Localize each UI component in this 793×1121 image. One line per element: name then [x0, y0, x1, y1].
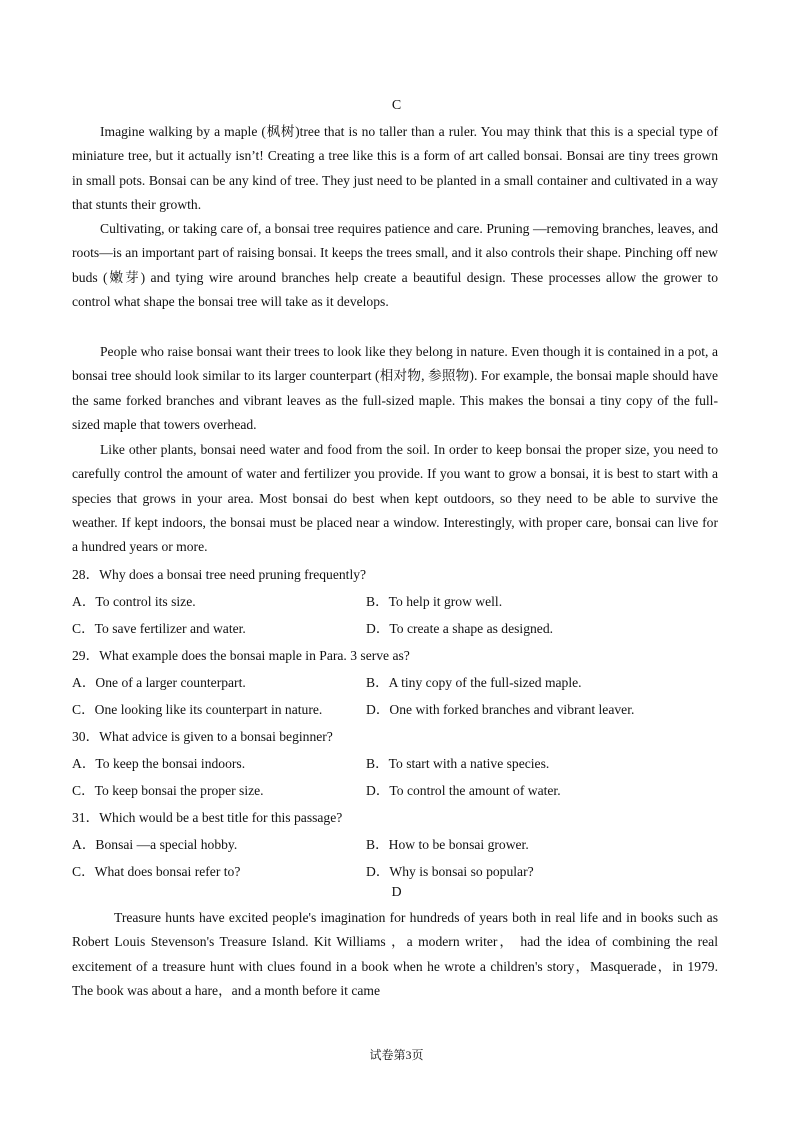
question-28-option-b: B．To help it grow well.: [366, 594, 503, 609]
question-28-stem: 28．Why does a bonsai tree need pruning frequently?: [72, 567, 367, 582]
question-28-option-d: D．To create a shape as designed.: [366, 621, 554, 636]
question-29-stem: 29．What example does the bonsai maple in Para. 3 serve as?: [72, 648, 410, 663]
section-c-label: C: [391, 98, 402, 113]
passage-c-paragraph-4: Like other plants, bonsai need water and food from the soil. In order to keep bonsai the proper size, you need to carefully control the amount of water and fertilizer you provide. If you want to grow a bonsai, it is best to start with a species that grows in your area. Most bonsai do best when kept outdoors, so they need to be able to survive the weather. If kept indoors, the bonsai must be placed near a window. Interestingly, with proper care, bonsai can live for a hundred years or more.: [72, 442, 718, 555]
page-footer: 试卷第3页: [369, 1048, 424, 1062]
passage-c-paragraph-1: Imagine walking by a maple (枫树)tree that is no taller than a ruler. You may think that this is a special type of miniature tree, but it actually isn’t! Creating a tree like this is a form of art called bonsai. Bonsai are tiny trees grown in small pots. Bonsai can be any kind of tree. They just need to be planted in a small container and cultivated in a way that stunts their growth.: [72, 124, 718, 212]
section-d-label: D: [391, 885, 402, 900]
question-30-option-b: B．To start with a native species.: [366, 756, 550, 771]
passage-d-paragraph-1: Treasure hunts have excited people's imagination for hundreds of years both in real life and in books such as Robert Louis Stevenson's Treasure Island. Kit Williams ，a modern writer， had the idea of combining the real excitement of a treasure hunt with clues found in a book when he wrote a children's story，Masquerade，in 1979. The book was about a hare，and a month before it came: [72, 910, 718, 998]
question-29-option-b: B．A tiny copy of the full-sized maple.: [366, 675, 582, 690]
question-28-option-c: C．To save fertilizer and water.: [72, 621, 246, 636]
question-30-option-a: A．To keep the bonsai indoors.: [72, 756, 246, 771]
question-29-option-c: C．One looking like its counterpart in nature.: [72, 702, 323, 717]
passage-c-paragraph-3: People who raise bonsai want their trees to look like they belong in nature. Even though it is contained in a pot, a bonsai tree should look similar to its larger counterpart (相对物, 参照物). For example, the bonsai maple should have the same forked branches and vibrant leaves as the full-sized maple. This makes the bonsai a tiny copy of the full-sized maple that towers overhead.: [72, 344, 718, 432]
question-29-option-a: A．One of a larger counterpart.: [72, 675, 246, 690]
question-30-option-d: D．To control the amount of water.: [366, 783, 561, 798]
question-31-option-a: A．Bonsai —a special hobby.: [72, 837, 238, 852]
question-28-option-a: A．To control its size.: [72, 594, 196, 609]
question-30-stem: 30．What advice is given to a bonsai beginner?: [72, 729, 333, 744]
question-29-option-d: D．One with forked branches and vibrant leaver.: [366, 702, 635, 717]
question-31-stem: 31．Which would be a best title for this passage?: [72, 810, 343, 825]
question-31-option-b: B．How to be bonsai grower.: [366, 837, 529, 852]
question-31-option-d: D．Why is bonsai so popular?: [366, 864, 534, 879]
question-31-option-c: C．What does bonsai refer to?: [72, 864, 241, 879]
question-30-option-c: C．To keep bonsai the proper size.: [72, 783, 264, 798]
passage-c-paragraph-2: Cultivating, or taking care of, a bonsai tree requires patience and care. Pruning —removing branches, leaves, and roots—is an important part of raising bonsai. It keeps the trees small, and it also controls their shape. Pinching off new buds (嫩芽) and tying wire around branches help create a beautiful design. These processes allow the grower to control what shape the bonsai tree will take as it develops.: [72, 221, 718, 309]
